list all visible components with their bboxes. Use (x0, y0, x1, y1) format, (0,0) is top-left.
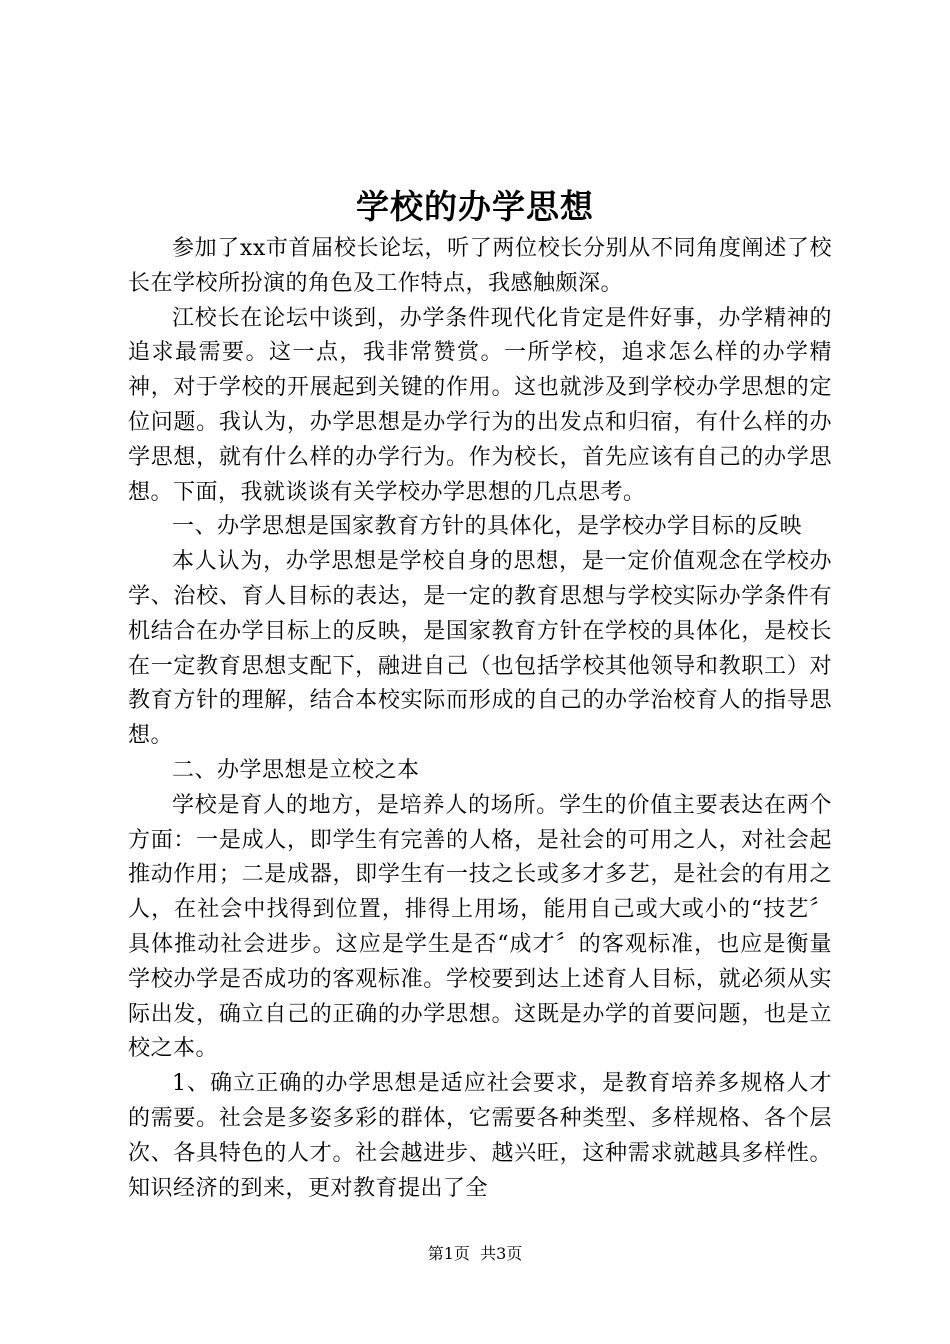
page-footer (0, 1242, 950, 1266)
document-body (128, 232, 832, 1206)
paragraph-section-1-body: 本人认为，办学思想是学校自身的思想，是一定价值观念在学校办学、治校、育人目标的表达，是一定的教育思想与学校实际办学条件有机结合在办学目标上的反映，是国家教育方针在学校的具体化，是校长在一定教育思想支配下，融进自己（也包括学校其他领导和教职工）对教育方针的理解，结合本校实际而形成的自己的办学治校育人的指导思想。 (128, 549, 832, 749)
page-number: 第1页 (427, 1244, 470, 1263)
document-title: 学校的办学思想 (356, 187, 594, 226)
paragraph-section-2-body: 学校是育人的地方，是培养人的场所。学生的价值主要表达在两个方面：一是成人，即学生有完善的人格，是社会的可用之人，对社会起推动作用；二是成器，即学生有一技之长或多才多艺，是社会的有用之人，在社会中找得到位置，排得上用场，能用自己或大或小的“技艺〞具体推动社会进步。这应是学生是否“成才〞的客观标准，也应是衡量学校办学是否成功的客观标准。学校要到达上述育人目标，就必须从实际出发，确立自己的正确的办学思想。这既是办学的首要问题，也是立校之本。 (128, 792, 832, 1062)
page-total: 共3页 (480, 1244, 523, 1263)
paragraph-point-1: 1、确立正确的办学思想是适应社会要求，是教育培养多规格人才的需要。社会是多姿多彩的群体，它需要各种类型、多样规格、各个层次、各具特色的人才。社会越进步、越兴旺，这种需求就越具多样性。知识经济的到来，更对教育提出了全 (128, 1071, 832, 1201)
section-heading-1: 一、办学思想是国家教育方针的具体化，是学校办学目标的反映 (172, 514, 803, 540)
paragraph-jiang-principal: 江校长在论坛中谈到，办学条件现代化肯定是件好事，办学精神的追求最需要。这一点，我非常赞赏。一所学校，追求怎么样的办学精神，对于学校的开展起到关键的作用。这也就涉及到学校办学思想的定位问题。我认为，办学思想是办学行为的出发点和归宿，有什么样的办学思想，就有什么样的办学行为。作为校长，首先应该有自己的办学思想。下面，我就谈谈有关学校办学思想的几点思考。 (128, 305, 832, 505)
paragraph-intro: 参加了xx市首届校长论坛，听了两位校长分别从不同角度阐述了校长在学校所扮演的角色及工作特点，我感触颇深。 (128, 236, 832, 296)
section-heading-2: 二、办学思想是立校之本 (172, 757, 420, 783)
